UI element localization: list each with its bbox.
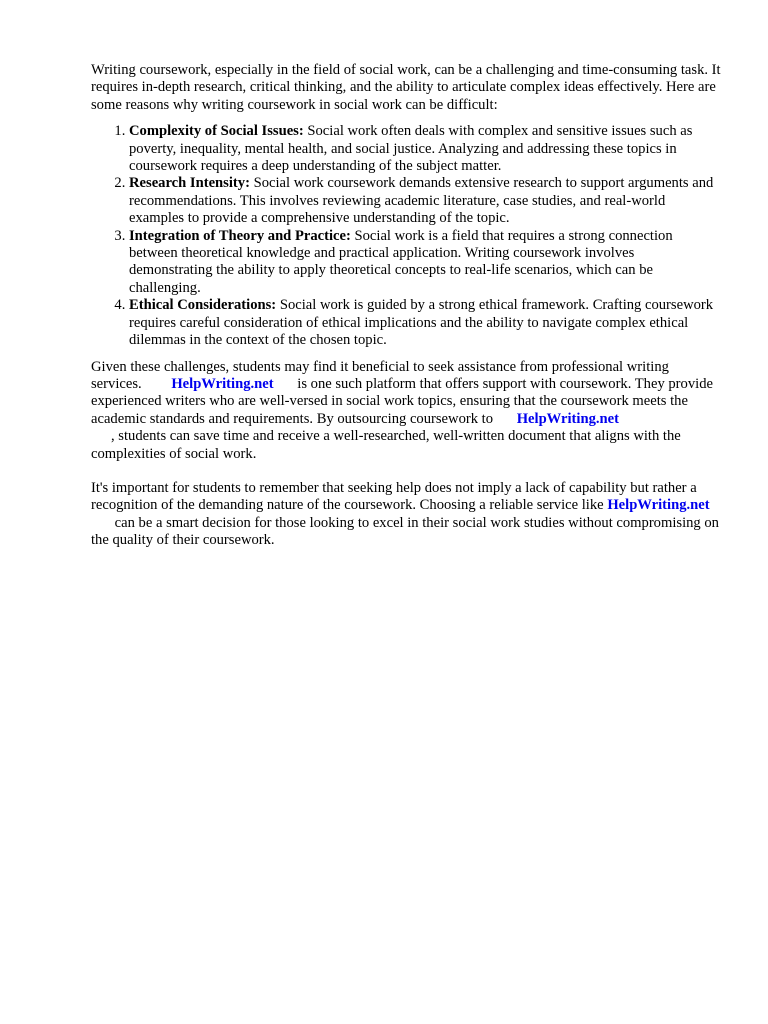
list-item-title: Research Intensity: [129, 175, 250, 192]
helpwriting-link[interactable]: HelpWriting.net [607, 497, 710, 514]
intro-paragraph: Writing coursework, especially in the field of social work, can be a challenging and time-consuming task. It requires in-depth research, critical thinking, and the ability to articulate complex ideas effectively. Here are some reasons why writing coursework in social work can be difficult: [91, 62, 721, 113]
helpwriting-link[interactable]: HelpWriting.net [171, 375, 274, 392]
list-item [129, 297, 721, 349]
paragraph-text: is one such platform that offers support with coursework. They provide experienced writers who are well-versed in social work topics, ensuring that the coursework meets the academic standards and requirements. By outsourcing coursework to [91, 375, 713, 427]
list-item-title: Ethical Considerations: [129, 297, 277, 314]
paragraph-text: It's important for students to remember that seeking help does not imply a lack of capability but rather a recognition of the demanding nature of the coursework. Choosing a reliable service like [91, 479, 697, 514]
document-page [91, 62, 721, 550]
list-item [129, 123, 721, 175]
list-item-text: Social work often deals with complex and sensitive issues such as poverty, inequality, mental health, and social justice. Analyzing and addressing these topics in coursework requires a deep understanding of the subject matter. [129, 123, 693, 175]
list-item-title: Complexity of Social Issues: [129, 123, 304, 140]
paragraph-text: , students can save time and receive a well-researched, well-written document that aligns with the complexities of social work. [91, 428, 681, 462]
paragraph-text: Given these challenges, students may find it beneficial to seek assistance from professional writing services. [91, 358, 669, 392]
reasons-list [91, 123, 721, 349]
paragraph-text: can be a smart decision for those looking to excel in their social work studies without compromising on the quality of their coursework. [91, 514, 719, 549]
helpwriting-link[interactable]: HelpWriting.net [516, 410, 619, 427]
list-item [129, 228, 721, 298]
conclusion-paragraph [91, 480, 721, 550]
list-item-title: Integration of Theory and Practice: [129, 227, 351, 244]
assistance-paragraph [91, 359, 721, 463]
list-item-text: Social work coursework demands extensive research to support arguments and recommendations. This involves reviewing academic literature, case studies, and real-world examples to provide a comprehensive understanding of the topic. [129, 175, 714, 227]
list-item-text: Social work is a field that requires a strong connection between theoretical knowledge and practical application. Writing coursework involves demonstrating the ability to apply theoretical concepts to real-life scenarios, which can be challenging. [129, 227, 673, 296]
list-item-text: Social work is guided by a strong ethical framework. Crafting coursework requires careful consideration of ethical implications and the ability to navigate complex ethical dilemmas in the context of the chosen topic. [129, 297, 714, 349]
list-item [129, 175, 721, 227]
